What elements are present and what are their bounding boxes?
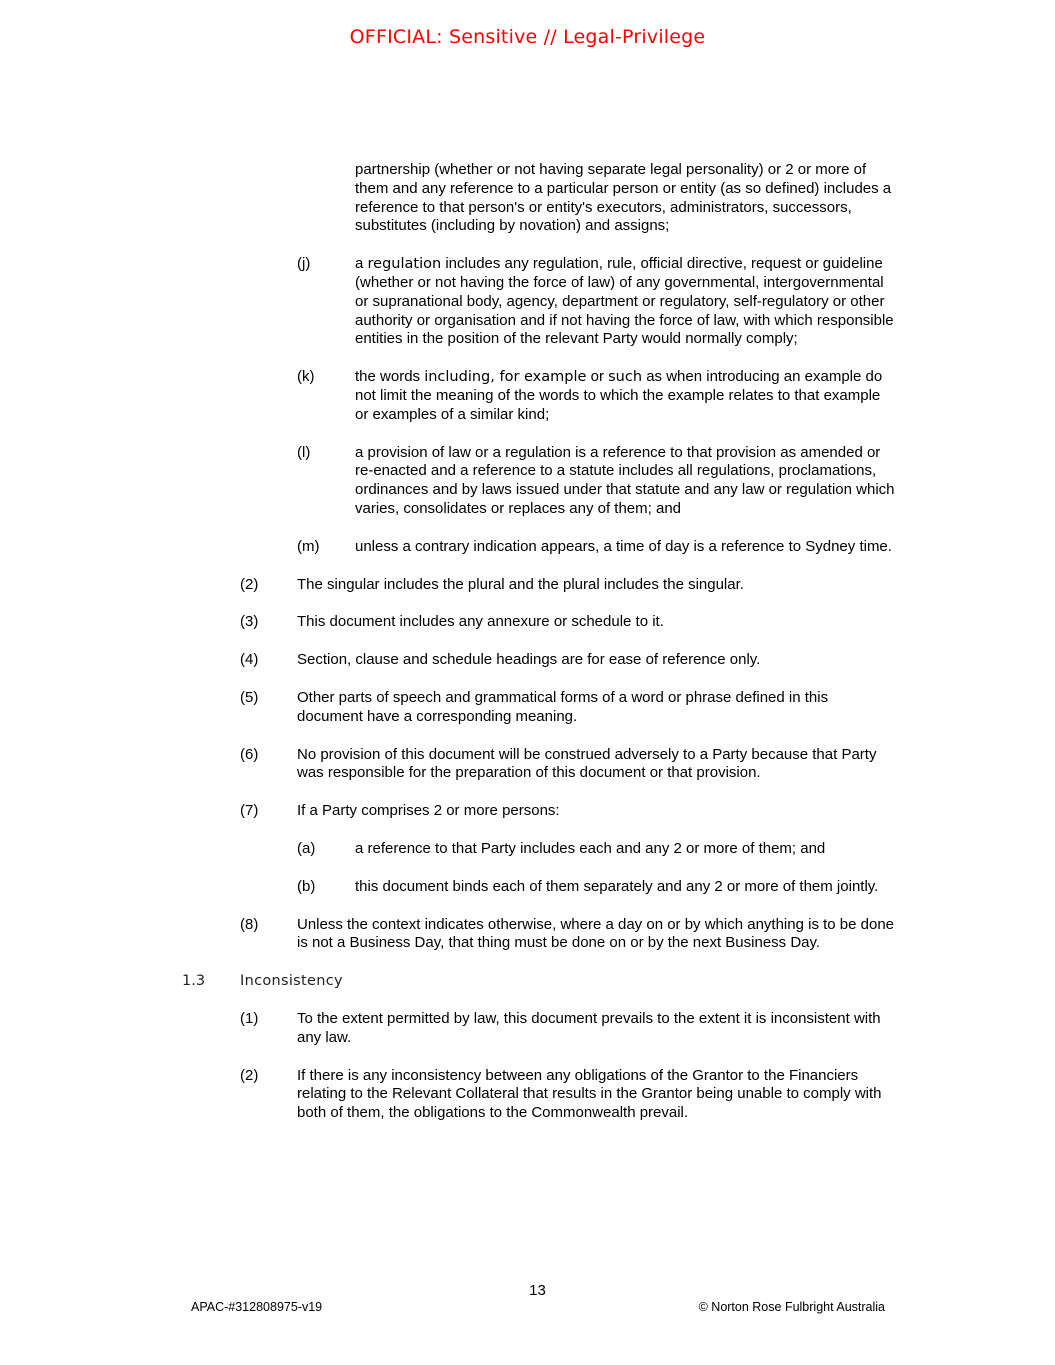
clause-text: unless a contrary indication appears, a time of day is a reference to Sydney time. (355, 537, 892, 555)
clause-number: (5) (240, 688, 259, 706)
clause-number: (2) (240, 1066, 259, 1084)
clause-text: a provision of law or a regulation is a reference to that provision as amended or re-enacted and a reference to a statute includes all regulations, proclamations, ordinances and by laws issued under that statute and any law or regulation which varies, consolidates or replaces any of them; and (355, 443, 895, 517)
defined-term: such (608, 369, 643, 386)
clause-text: No provision of this document will be construed adversely to a Party because that Party was responsible for the preparation of this document or that provision. (297, 745, 877, 782)
section-heading-1-3 (0, 972, 1055, 991)
clause-number: (3) (240, 613, 259, 631)
clause-m (0, 538, 1055, 557)
clause-7a (0, 840, 1055, 859)
clause-5 (0, 689, 1055, 727)
clause-number: (b) (297, 877, 316, 895)
clause-k (0, 368, 1055, 424)
clause-text: this document binds each of them separately and any 2 or more of them jointly. (355, 877, 879, 895)
clause-text: Unless the context indicates otherwise, where a day on or by which anything is to be done is not a Business Day, that thing must be done on or by the next Business Day. (297, 915, 895, 952)
section-number: 1.3 (182, 973, 206, 990)
clause-number: (j) (297, 255, 311, 273)
clause-3 (0, 613, 1055, 632)
copyright-notice: © Norton Rose Fulbright Australia (698, 1300, 885, 1314)
clause-number: (a) (297, 839, 316, 857)
page-number: 13 (529, 1282, 546, 1299)
clause-6 (0, 746, 1055, 784)
clause-text: partnership (whether or not having separate legal personality) or 2 or more of them and any reference to a particular person or entity (as so defined) includes a reference to that person's or entity's executors, administrators, successors, substitutes (including by novation) and assigns; (355, 161, 892, 235)
clause-number: (2) (240, 575, 259, 593)
clause-7 (0, 802, 1055, 821)
clause-number: (1) (240, 1009, 259, 1027)
document-body (0, 161, 1055, 1142)
clause-text: a regulation includes any regulation, rule, official directive, request or guideline (whether or not having the force of law) of any governmental, intergovernmental or supranational body, agency, department or regulatory, self-regulatory or other authority or organisation and if not having the force of law, with which responsible entities in the position of the relevant Party would normally comply; (355, 255, 894, 348)
section-title: Inconsistency (240, 973, 343, 990)
clause-number: (8) (240, 915, 259, 933)
clause-i-continuation (0, 161, 1055, 236)
clause-text: Other parts of speech and grammatical forms of a word or phrase defined in this document have a corresponding meaning. (297, 688, 829, 725)
classification-marking: OFFICIAL: Sensitive // Legal-Privilege (349, 26, 706, 48)
clause-text: This document includes any annexure or schedule to it. (297, 613, 664, 631)
clause-2 (0, 576, 1055, 595)
clause-text: If a Party comprises 2 or more persons: (297, 802, 560, 820)
clause-text: a reference to that Party includes each and any 2 or more of them; and (355, 839, 826, 857)
defined-term: for example (499, 369, 587, 386)
clause-text: Section, clause and schedule headings are for ease of reference only. (297, 651, 761, 669)
clause-l (0, 444, 1055, 519)
clause-number: (l) (297, 443, 311, 461)
clause-7b (0, 878, 1055, 897)
defined-term: regulation (367, 256, 442, 273)
clause-j (0, 255, 1055, 349)
inconsistency-clause-1 (0, 1010, 1055, 1048)
clause-number: (6) (240, 745, 259, 763)
clause-number: (7) (240, 802, 259, 820)
clause-number: (k) (297, 368, 315, 386)
clause-number: (4) (240, 651, 259, 669)
document-id: APAC-#312808975-v19 (191, 1300, 323, 1314)
clause-number: (m) (297, 537, 320, 555)
clause-4 (0, 651, 1055, 670)
clause-text: If there is any inconsistency between any obligations of the Grantor to the Financiers relating to the Relevant Collateral that results in the Grantor being unable to comply with both of them, the obligations to the Commonwealth prevail. (297, 1066, 882, 1122)
clause-text: To the extent permitted by law, this document prevails to the extent it is inconsistent with any law. (297, 1009, 881, 1046)
clause-8 (0, 916, 1055, 954)
clause-text: the words including, for example or such as when introducing an example do not limit the meaning of the words to which the example relates to that example or examples of a similar kind; (355, 368, 883, 423)
inconsistency-clause-2 (0, 1067, 1055, 1123)
defined-term: including (424, 369, 491, 386)
clause-text: The singular includes the plural and the plural includes the singular. (297, 575, 744, 593)
